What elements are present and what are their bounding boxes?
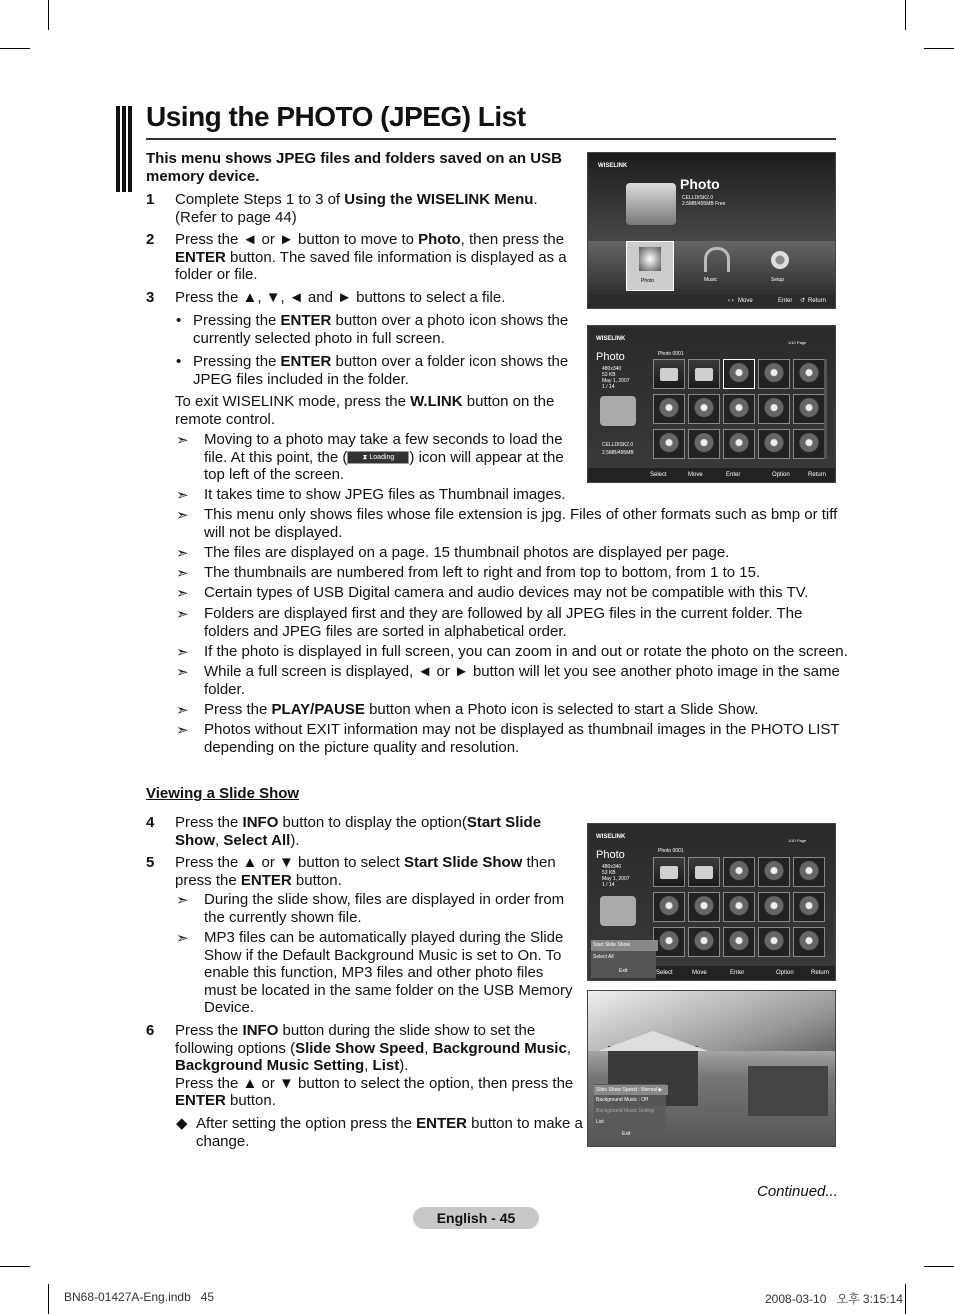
- page-number-badge: English - 45: [413, 1207, 539, 1229]
- photo-thumbnail[interactable]: [688, 892, 720, 922]
- options-menu: [591, 940, 656, 978]
- help-move: Move: [692, 970, 707, 976]
- photo-thumbnail[interactable]: [688, 429, 720, 459]
- photo-thumbnail[interactable]: [758, 394, 790, 424]
- list-heading: Photo: [596, 849, 625, 861]
- option-exit[interactable]: Exit: [619, 968, 628, 974]
- thumbnail-grid: [653, 359, 833, 459]
- slide-options-menu: [594, 1084, 666, 1142]
- note-1: Moving to a photo may take a few seconds to load the file. At this point, the ( ⧗ Loading ) icon will appear at the top left of the screen.: [204, 431, 564, 483]
- help-return: Return: [808, 472, 827, 478]
- photo-thumbnail[interactable]: [653, 892, 685, 922]
- help-enter: Enter: [726, 472, 741, 478]
- help-move: Move: [688, 472, 703, 478]
- note-arrow-icon: ➣: [176, 702, 189, 719]
- menu-heading: Photo: [680, 176, 720, 192]
- note-13: MP3 files can be automatically played during the Slide Show if the Default Background Music is set to On. To enable this function, MP3 files and other photo files must be located in the same folder on the USB Memory Device.: [204, 929, 573, 1016]
- photo-thumbnail[interactable]: [723, 394, 755, 424]
- step-2-text: Press the ◄ or ► button to move to Photo, then press the ENTER button. The saved file information is displayed as a folder or file.: [175, 231, 567, 283]
- step-number: 1: [146, 191, 155, 208]
- move-icon: ‹ ›: [728, 298, 734, 304]
- note-arrow-icon: ➣: [176, 487, 189, 504]
- thumbnail-grid: [653, 857, 833, 957]
- note-arrow-icon: ➣: [176, 722, 189, 739]
- camera-icon: [626, 183, 676, 225]
- folder-icon[interactable]: [653, 359, 685, 389]
- return-icon: ↺: [800, 298, 806, 304]
- photo-thumbnail[interactable]: [758, 892, 790, 922]
- note-arrow-icon: ➣: [176, 930, 189, 947]
- crop-mark: [48, 0, 49, 30]
- step-4-text: Press the INFO button to display the option(Start Slide Show, Select All).: [175, 814, 542, 849]
- photo-thumbnail[interactable]: [688, 394, 720, 424]
- help-return: Return: [808, 298, 827, 304]
- wiselink-logo: WISELINK: [598, 163, 628, 169]
- wiselink-logo: WISELINK: [596, 834, 626, 840]
- photo-thumbnail[interactable]: [758, 857, 790, 887]
- note-10: Press the PLAY/PAUSE button when a Photo icon is selected to start a Slide Show.: [204, 701, 759, 718]
- photo-thumbnail[interactable]: [793, 927, 825, 957]
- note-arrow-icon: ➣: [176, 644, 189, 661]
- step-5-text: Press the ▲ or ▼ button to select Start Slide Show then press the ENTER button.: [175, 854, 556, 889]
- page-indicator: 1/10 Page: [788, 340, 807, 345]
- device-free: 2.5MB/495MB: [602, 450, 634, 456]
- page-indicator: 1/10 Page: [788, 838, 807, 843]
- bullet-2-text: Pressing the ENTER button over a folder icon shows the JPEG files included in the folder.: [193, 353, 569, 388]
- note-arrow-icon: ➣: [176, 606, 189, 623]
- photo-thumbnail[interactable]: [653, 394, 685, 424]
- help-option: Option: [772, 472, 790, 478]
- note-2: It takes time to show JPEG files as Thumbnail images.: [204, 486, 566, 503]
- help-enter: Enter: [778, 298, 793, 304]
- list-heading: Photo: [596, 351, 625, 363]
- chalet-image: [748, 1066, 828, 1116]
- title-rule: [146, 138, 836, 140]
- photo-thumbnail[interactable]: [793, 394, 825, 424]
- note-arrow-icon: ➣: [176, 664, 189, 681]
- help-select: Select: [656, 970, 673, 976]
- crop-mark: [924, 1266, 954, 1267]
- help-move: Move: [738, 298, 753, 304]
- step-6-detail: After setting the option press the ENTER button to make a change.: [196, 1115, 583, 1150]
- menu-item-label: Setup: [771, 277, 785, 283]
- title-accent-bar: [116, 106, 132, 192]
- help-bar: [588, 468, 835, 482]
- photo-info: 480x340 53 KB May 1, 2007 1 / 14: [602, 366, 630, 390]
- folder-icon[interactable]: [653, 857, 685, 887]
- help-enter: Enter: [730, 970, 745, 976]
- photo-thumbnail[interactable]: [723, 892, 755, 922]
- option-select-all[interactable]: Select All: [593, 954, 614, 960]
- intro-text: This menu shows JPEG files and folders saved on an USB memory device.: [146, 150, 562, 185]
- note-8: If the photo is displayed in full screen, you can zoom in and out or rotate the photo on the screen.: [204, 643, 848, 660]
- exit-text: To exit WISELINK mode, press the W.LINK button on the remote control.: [175, 393, 555, 428]
- screenshot-photo-list: [587, 325, 836, 483]
- folder-label: Photo 0001: [658, 848, 684, 854]
- folder-label: Photo 0001: [658, 351, 684, 357]
- photo-thumbnail[interactable]: [723, 359, 755, 389]
- step-number: 6: [146, 1022, 155, 1039]
- note-arrow-icon: ➣: [176, 892, 189, 909]
- help-bar: [588, 295, 835, 308]
- note-arrow-icon: ➣: [176, 432, 189, 449]
- hourglass-icon: ⧗: [362, 454, 370, 462]
- menu-item-label: Music: [704, 277, 718, 283]
- screenshot-slide-options: [587, 823, 836, 981]
- setup-menu-item[interactable]: [766, 245, 796, 289]
- photo-info: 480x340 53 KB May 1, 2007 1 / 14: [602, 864, 630, 888]
- menu-item-label: Photo: [641, 278, 655, 284]
- note-11: Photos without EXIT information may not be displayed as thumbnail images in the PHOTO LIST depending on the picture quality and resolution.: [204, 721, 840, 756]
- menu-icons: [588, 241, 835, 291]
- note-12: During the slide show, files are displayed in order from the currently shown file.: [204, 891, 565, 926]
- step-6-text: Press the INFO button during the slide show to set the following options (Slide Show Speed, Background Music, Background Music Setting, List). Press the ▲ or ▼ button to select the option, then press the ENTER button.: [175, 1022, 574, 1109]
- step-number: 5: [146, 854, 155, 871]
- gear-icon: [771, 251, 789, 269]
- step-number: 3: [146, 289, 155, 306]
- camera-icon: [600, 896, 636, 926]
- bullet-1-text: Pressing the ENTER button over a photo icon shows the currently selected photo in full screen.: [193, 312, 569, 347]
- note-5: The thumbnails are numbered from left to right and from top to bottom, from 1 to 15.: [204, 564, 761, 581]
- folder-icon[interactable]: [688, 857, 720, 887]
- crop-mark: [0, 1266, 30, 1267]
- photo-thumbnail[interactable]: [758, 927, 790, 957]
- loading-icon: ⧗ Loading: [347, 451, 409, 464]
- wiselink-logo: WISELINK: [596, 336, 626, 342]
- crop-mark: [48, 1284, 49, 1314]
- photo-icon: [639, 247, 661, 271]
- section-heading: Viewing a Slide Show: [146, 785, 300, 802]
- device-free: 2.5MB/495MB Free: [682, 201, 726, 207]
- photo-thumbnail[interactable]: [793, 892, 825, 922]
- photo-thumbnail[interactable]: [758, 429, 790, 459]
- photo-thumbnail[interactable]: [723, 927, 755, 957]
- photo-menu-item[interactable]: [626, 241, 674, 291]
- photo-thumbnail[interactable]: [793, 359, 825, 389]
- note-7: Folders are displayed first and they are followed by all JPEG files in the current folder. The folders and JPEG files are sorted in alphabetical order.: [204, 605, 803, 640]
- photo-thumbnail[interactable]: [793, 857, 825, 887]
- option-background-music[interactable]: Background Music : Off: [596, 1097, 648, 1103]
- crop-mark: [924, 48, 954, 49]
- option-slide-speed[interactable]: Slide Show Speed : Normal ▶: [594, 1085, 668, 1095]
- crop-mark: [905, 0, 906, 30]
- step-3-text: Press the ▲, ▼, ◄ and ► buttons to select a file.: [175, 289, 506, 306]
- diamond-icon: ◆: [176, 1115, 188, 1132]
- screenshot-wiselink-menu: [587, 152, 836, 309]
- help-select: Select: [650, 472, 667, 478]
- note-arrow-icon: ➣: [176, 585, 189, 602]
- option-music-setting[interactable]: Background Music Setting: [596, 1108, 655, 1114]
- device-name: CELLDISK2.0: [682, 195, 714, 201]
- note-arrow-icon: ➣: [176, 565, 189, 582]
- crop-mark: [0, 48, 30, 49]
- step-number: 2: [146, 231, 155, 248]
- continued-label: Continued...: [757, 1183, 838, 1200]
- scrollbar[interactable]: [824, 359, 827, 459]
- help-option: Option: [776, 970, 794, 976]
- step-number: 4: [146, 814, 155, 831]
- help-return: Return: [811, 970, 830, 976]
- photo-thumbnail[interactable]: [723, 857, 755, 887]
- step-1-text: Complete Steps 1 to 3 of Using the WISELINK Menu. (Refer to page 44): [175, 191, 538, 226]
- bullet-icon: •: [176, 312, 182, 329]
- screenshot-slide-show: [587, 990, 836, 1147]
- bullet-icon: •: [176, 353, 182, 370]
- option-list[interactable]: List: [596, 1119, 604, 1125]
- photo-thumbnail[interactable]: [758, 359, 790, 389]
- crop-mark: [905, 1284, 906, 1314]
- note-4: The files are displayed on a page. 15 thumbnail photos are displayed per page.: [204, 544, 730, 561]
- print-stamp: 2008-03-10 오후 3:15:14: [765, 1292, 903, 1306]
- camera-icon: [600, 396, 636, 426]
- photo-thumbnail[interactable]: [793, 429, 825, 459]
- headphones-icon: [704, 247, 730, 272]
- note-3: This menu only shows files whose file extension is jpg. Files of other formats such as bmp or tiff will not be displayed.: [204, 506, 838, 541]
- note-6: Certain types of USB Digital camera and audio devices may not be compatible with this TV.: [204, 584, 809, 601]
- device-name: CELLDISK2.0: [602, 442, 634, 448]
- photo-thumbnail[interactable]: [723, 429, 755, 459]
- note-arrow-icon: ➣: [176, 507, 189, 524]
- help-bar: [656, 966, 835, 980]
- photo-thumbnail[interactable]: [653, 429, 685, 459]
- folder-icon[interactable]: [688, 359, 720, 389]
- page-title: Using the PHOTO (JPEG) List: [146, 101, 526, 132]
- photo-thumbnail[interactable]: [688, 927, 720, 957]
- note-arrow-icon: ➣: [176, 545, 189, 562]
- file-info: BN68-01427A-Eng.indb 45: [64, 1290, 215, 1304]
- option-start-slide-show[interactable]: Start Slide Show: [591, 940, 658, 951]
- note-9: While a full screen is displayed, ◄ or ► button will let you see another photo image in the same folder.: [204, 663, 840, 698]
- music-menu-item[interactable]: [700, 245, 730, 289]
- option-exit[interactable]: Exit: [622, 1131, 631, 1137]
